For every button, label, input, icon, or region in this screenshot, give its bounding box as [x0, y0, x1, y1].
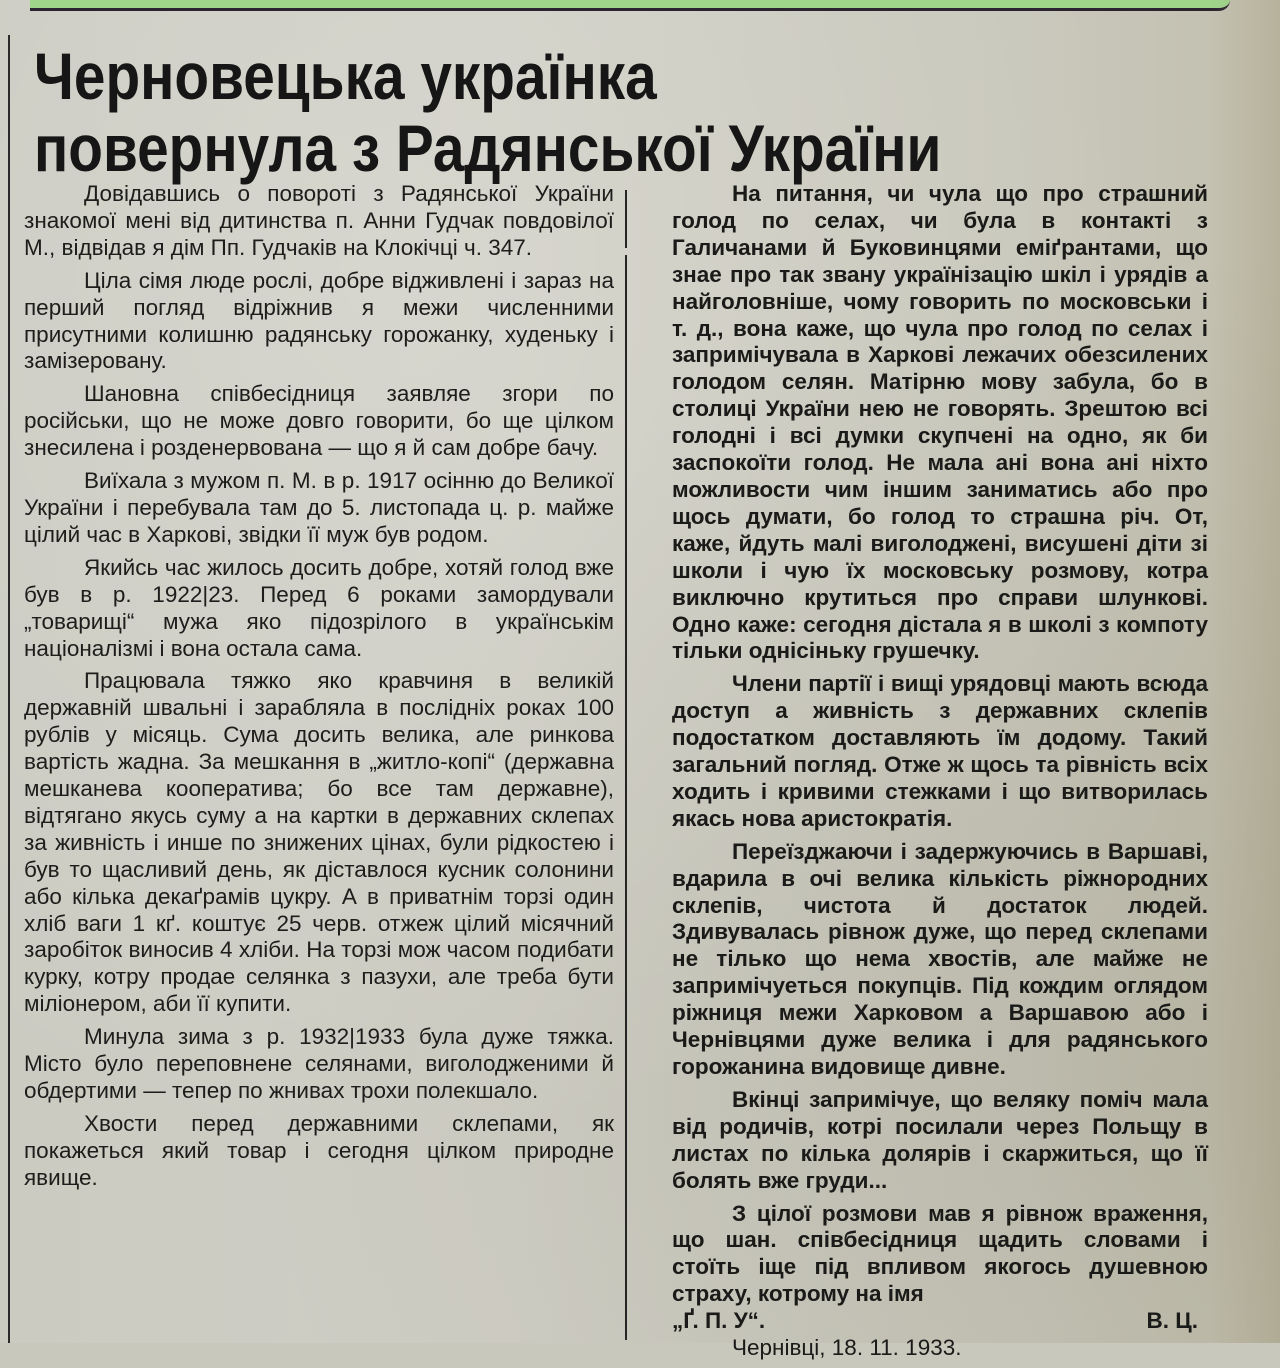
closing-quote: „Ґ. П. У“. [672, 1308, 766, 1334]
paragraph: Члени партії і вищі урядовці мають всюда доступ а живність з державних склепів подостатком доставляють їм додому. Такий загальний погляд. Отже ж щось та рівність всіх ходить і кривими стежками і що витворилась якась нова аристократія. [672, 671, 1208, 831]
paragraph: Ціла сімя люде рослі, добре відживлені і зараз на перший погляд відріжнив я межи численними присутними колишню радянську горожанку, худеньку і замізеровану. [24, 267, 614, 374]
headline-line-1: Черновецька українка [34, 39, 657, 113]
column-divider [625, 255, 627, 1340]
column-divider [625, 190, 627, 248]
dateline: Чернівці, 18. 11. 1933. [732, 1335, 962, 1361]
article-column-right [672, 181, 1208, 1368]
paragraph: Працювала тяжко яко кравчиня в великій державній швальні і зарабляла в послідніх роках 100 рублів у місяць. Сума досить велика, але ринкова вартість жадна. За мешкання в „житло-копі“ (державна мешканева кооператива; бо все там державне), відтягано якусь суму а на картки в державних склепах за живність і инше по знижених цінах, були рідкостею і був то щасливий день, як діставлося кусник солонини або кілька декаґрамів цукру. А в приватнім торзі один хліб ваги 1 кґ. коштує 25 черв. отжеж цілий місячний заробіток виносив 4 хліби. На торзі мож часом подибати курку, котру продае селянка з пазухи, але треба бути міліонером, аби її купити. [24, 668, 614, 1017]
page-edge-shadow [1210, 0, 1280, 1343]
paragraph: Якийсь час жилось досить добре, хотяй голод вже був в р. 1922|23. Перед 6 роками замордували „товарищі“ мужа яко підозрілого в українськім націоналізмі і вона остала сама. [24, 554, 614, 661]
paragraph: Шановна співбесідниця заявляе згори по російськи, що не може довго говорити, бо ще цілком знесилена і розденервована — що я й сам добре бачу. [24, 381, 614, 461]
paragraph: Виїхала з мужом п. М. в р. 1917 осінню до Великої України і перебувала там до 5. листопада ц. р. майже цілий час в Харкові, звідки її муж був родом. [24, 468, 614, 547]
left-border-rule [8, 35, 10, 1343]
paragraph: Вкінці запримічуе, що веляку поміч мала від родичів, котрі посилали через Польщу в листах по кілька долярів і скаржиться, що її болять вже груди... [672, 1086, 1208, 1193]
paragraph: Довідавшись о повороті з Радянської України знакомої мені від дитинства п. Анни Гудчак повдовілої М., відвідав я дім Пп. Гудчаків на Клокічці ч. 347. [24, 181, 614, 260]
author-signature: В. Ц. [1146, 1308, 1198, 1334]
article-column-left [24, 181, 614, 1198]
paragraph: На питання, чи чула що про страшний голод по селах, чи була в контакті з Галичанами й Буковинцями еміґрантами, що знае про так звану українізацію шкіл і урядів а найголовніше, чому говорить по московськи і т. д., вона каже, що чула про голод по селах і запримічувала в Харкові лежачих обезсилених голодом селян. Матірню мову забула, бо в столиці України нею не говорять. Зрештою всі голодні і всі думки скупчені на одно, як би заспокоїти голод. Не мала ані вона ані ніхто можливости чим іншим заниматись або про щось думати, бо голод то страшна річ. От, каже, йдуть малі виголоджені, висушені діти зі школи і чую їх московську розмову, котра виключно крутиться про справи шлункові. Одно каже: сегодня дістала я в школі з компоту тільки однісіньку грушечку. [672, 181, 1208, 664]
article-headline [34, 40, 941, 184]
paragraph: З цілої розмови мав я рівнож враження, що шан. співбесідниця щадить словами і стоїть іще під впливом якогось душевною страху, котрому на імя [672, 1200, 1208, 1307]
paragraph: Переїзджаючи і задержуючись в Варшаві, вдарила в очі велика кількість ріжнородних склепів, чистота й достаток людей. Здивувалась рівнож дуже, що перед склепами не тілько що нема хвостів, але майже не запримічуеться покупців. Під кождим оглядом ріжниця межи Харковом а Варшавою або і Чернівцями дуже велика і для радянського горожанина видовище дивне. [672, 838, 1208, 1079]
paragraph: Минула зима з р. 1932|1933 була дуже тяжка. Місто було переповнене селянами, виголодженими й обдертими — тепер по жнивах трохи полекшало. [24, 1024, 614, 1103]
signature-row [672, 1308, 1208, 1335]
paragraph: Хвости перед державними склепами, як покажеться який товар і сегодня цілком природне явище. [24, 1110, 614, 1190]
headline-line-2: повернула з Радянської України [34, 111, 942, 185]
top-border-rule [30, 0, 1230, 11]
